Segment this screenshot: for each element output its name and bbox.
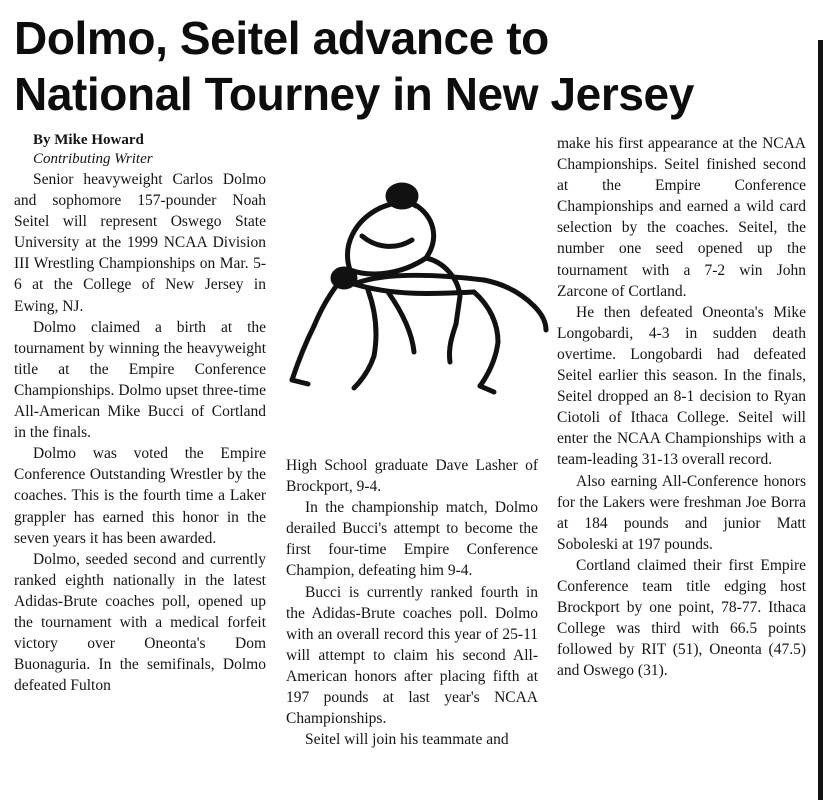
- paragraph: Bucci is currently ranked fourth in the Adidas-Brute coaches poll. Dolmo with an overall record this year of 25-11 will attempt to claim his second All-American honors after placing fifth at 197 pounds at last year's NCAA Championships.: [286, 583, 538, 728]
- article-column-3: [557, 133, 806, 681]
- paragraph: In the championship match, Dolmo derailed Bucci's attempt to become the first four-time Empire Conference Champion, defeating him 9-4.: [286, 499, 538, 580]
- byline: By Mike Howard: [33, 132, 144, 148]
- paragraph: Also earning All-Conference honors for the Lakers were freshman Joe Borra at 184 pounds and junior Matt Soboleski at 197 pounds.: [557, 472, 806, 553]
- paragraph: Dolmo claimed a birth at the tournament by winning the heavyweight title at the Empire Conference Championships. Dolmo upset three-time All-American Mike Bucci of Cortland in the finals.: [14, 318, 266, 442]
- paragraph: Seitel will join his teammate and: [305, 731, 509, 749]
- column-rule: [818, 40, 823, 800]
- headline-line-1: Dolmo, Seitel advance to: [14, 12, 549, 64]
- paragraph-continued: make his first appearance at the NCAA Championships. Seitel finished second at the Empire Conference Championships and earned a wild card selection by the coaches. Seitel, the number one seed opened up the tournament with a 7-2 win John Zarcone of Cortland.: [557, 135, 806, 300]
- paragraph: He then defeated Oneonta's Mike Longobardi, 4-3 in sudden death overtime. Longobardi had defeated Seitel earlier this season. In the finals, Seitel dropped an 8-1 decision to Ryan Ciotoli of Ithaca College. Seitel will enter the NCAA Championships with a team-leading 31-13 overall record.: [557, 303, 806, 469]
- article-column-2: [286, 455, 538, 750]
- headline-line-2: National Tourney in New Jersey: [14, 68, 694, 120]
- byline-role: Contributing Writer: [33, 151, 153, 167]
- wrestlers-illustration-icon: [284, 166, 552, 398]
- paragraph: Dolmo was voted the Empire Conference Outstanding Wrestler by the coaches. This is the fourth time a Laker grappler has earned this honor in the seven years it has been awarded.: [14, 445, 266, 547]
- paragraph-continued: High School graduate Dave Lasher of Brockport, 9-4.: [286, 457, 538, 496]
- paragraph: Cortland claimed their first Empire Conference team title edging host Brockport by one point, 78-77. Ithaca College was third with 66.5 points followed by RIT (51), Oneonta (47.5) and Oswego (31).: [557, 556, 806, 680]
- paragraph: Senior heavyweight Carlos Dolmo and sophomore 157-pounder Noah Seitel will represent Oswego State University at the 1999 NCAA Division III Wrestling Championships on Mar. 5-6 at the College of New Jersey in Ewing, NJ.: [14, 171, 266, 315]
- headline: [14, 10, 804, 122]
- article-column-1: [14, 131, 266, 696]
- paragraph: Dolmo, seeded second and currently ranked eighth nationally in the latest Adidas-Brute coaches poll, opened up the tournament with a medical forfeit victory over Oneonta's Dom Buonaguria. In the semifinals, Dolmo defeated Fulton: [14, 550, 266, 695]
